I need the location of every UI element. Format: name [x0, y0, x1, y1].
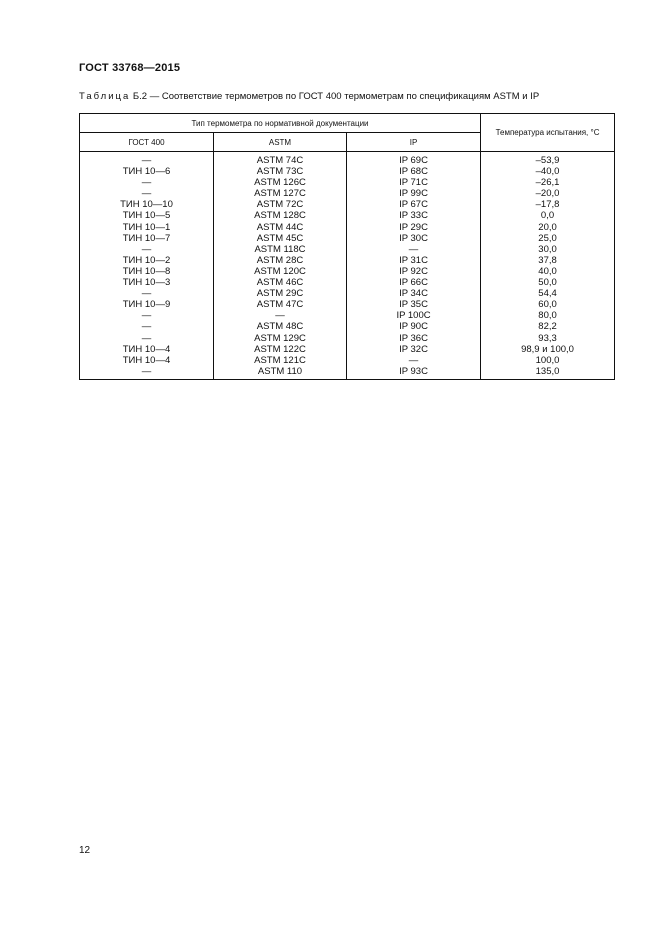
table-row	[80, 177, 615, 188]
cell-temperature: 60,0	[481, 299, 615, 310]
cell-astm: ASTM 74C	[214, 152, 347, 167]
cell-ip: IP 29C	[347, 222, 481, 233]
table-row	[80, 199, 615, 210]
cell-astm: ASTM 48C	[214, 321, 347, 332]
table-row	[80, 355, 615, 366]
table-row	[80, 152, 615, 167]
cell-astm: ASTM 122C	[214, 344, 347, 355]
cell-temperature: 30,0	[481, 244, 615, 255]
cell-ip: IP 34C	[347, 288, 481, 299]
cell-gost: —	[80, 310, 214, 321]
cell-gost: —	[80, 321, 214, 332]
table-row	[80, 333, 615, 344]
table-row	[80, 188, 615, 199]
cell-ip: IP 67C	[347, 199, 481, 210]
caption-text: — Соответствие термометров по ГОСТ 400 термометрам по спецификациям ASTM и IP	[149, 91, 540, 102]
table-row	[80, 210, 615, 221]
cell-ip: IP 99C	[347, 188, 481, 199]
page-number: 12	[79, 845, 91, 856]
cell-ip: IP 35C	[347, 299, 481, 310]
cell-ip: —	[347, 244, 481, 255]
cell-ip: IP 36C	[347, 333, 481, 344]
column-header-ip: IP	[347, 133, 481, 152]
group-header: Тип термометра по нормативной документации	[80, 114, 481, 133]
table-row	[80, 299, 615, 310]
cell-astm: ASTM 72C	[214, 199, 347, 210]
cell-temperature: 37,8	[481, 255, 615, 266]
cell-ip: IP 93C	[347, 366, 481, 380]
cell-ip: IP 33C	[347, 210, 481, 221]
cell-temperature: –20,0	[481, 188, 615, 199]
cell-ip: IP 100C	[347, 310, 481, 321]
cell-gost: ТИН 10—6	[80, 166, 214, 177]
cell-gost: ТИН 10—7	[80, 233, 214, 244]
cell-ip: IP 68C	[347, 166, 481, 177]
cell-ip: IP 69C	[347, 152, 481, 167]
cell-ip: IP 66C	[347, 277, 481, 288]
cell-gost: ТИН 10—1	[80, 222, 214, 233]
table-row	[80, 233, 615, 244]
cell-astm: ASTM 73C	[214, 166, 347, 177]
cell-temperature: –53,9	[481, 152, 615, 167]
cell-gost: —	[80, 366, 214, 380]
cell-temperature: 93,3	[481, 333, 615, 344]
cell-ip: IP 90C	[347, 321, 481, 332]
cell-astm: ASTM 44C	[214, 222, 347, 233]
cell-temperature: 100,0	[481, 355, 615, 366]
cell-temperature: –40,0	[481, 166, 615, 177]
cell-gost: —	[80, 177, 214, 188]
cell-temperature: –26,1	[481, 177, 615, 188]
cell-gost: ТИН 10—4	[80, 355, 214, 366]
cell-astm: ASTM 126C	[214, 177, 347, 188]
cell-ip: IP 71C	[347, 177, 481, 188]
cell-astm: ASTM 128C	[214, 210, 347, 221]
cell-gost: —	[80, 333, 214, 344]
cell-gost: ТИН 10—2	[80, 255, 214, 266]
cell-astm: ASTM 46C	[214, 277, 347, 288]
cell-temperature: 135,0	[481, 366, 615, 380]
table-row	[80, 244, 615, 255]
table-row	[80, 366, 615, 380]
cell-gost: ТИН 10—4	[80, 344, 214, 355]
cell-temperature: 98,9 и 100,0	[481, 344, 615, 355]
cell-temperature: 82,2	[481, 321, 615, 332]
cell-temperature: 0,0	[481, 210, 615, 221]
cell-gost: —	[80, 288, 214, 299]
cell-temperature: 25,0	[481, 233, 615, 244]
column-header-temperature: Температура испытания, °С	[481, 114, 615, 152]
cell-temperature: –17,8	[481, 199, 615, 210]
table-row	[80, 255, 615, 266]
caption-label: Таблица	[79, 91, 131, 102]
table-caption	[79, 91, 539, 102]
cell-gost: —	[80, 244, 214, 255]
table-row	[80, 288, 615, 299]
cell-astm: —	[214, 310, 347, 321]
table-body	[80, 152, 615, 380]
cell-astm: ASTM 110	[214, 366, 347, 380]
cell-astm: ASTM 47C	[214, 299, 347, 310]
cell-temperature: 50,0	[481, 277, 615, 288]
table-row	[80, 222, 615, 233]
cell-temperature: 40,0	[481, 266, 615, 277]
cell-temperature: 20,0	[481, 222, 615, 233]
cell-gost: —	[80, 188, 214, 199]
table-row	[80, 266, 615, 277]
cell-gost: ТИН 10—5	[80, 210, 214, 221]
cell-ip: —	[347, 355, 481, 366]
column-header-astm: ASTM	[214, 133, 347, 152]
table-row	[80, 321, 615, 332]
table-row	[80, 344, 615, 355]
caption-number: Б.2	[132, 91, 148, 102]
cell-ip: IP 92C	[347, 266, 481, 277]
table-row	[80, 310, 615, 321]
cell-astm: ASTM 28C	[214, 255, 347, 266]
cell-ip: IP 32C	[347, 344, 481, 355]
column-header-gost: ГОСТ 400	[80, 133, 214, 152]
cell-astm: ASTM 29C	[214, 288, 347, 299]
document-header: ГОСТ 33768—2015	[79, 62, 181, 74]
cell-astm: ASTM 127C	[214, 188, 347, 199]
table-row	[80, 166, 615, 177]
cell-gost: ТИН 10—9	[80, 299, 214, 310]
cell-astm: ASTM 45C	[214, 233, 347, 244]
cell-astm: ASTM 129C	[214, 333, 347, 344]
cell-ip: IP 31C	[347, 255, 481, 266]
cell-astm: ASTM 118C	[214, 244, 347, 255]
cell-gost: ТИН 10—10	[80, 199, 214, 210]
cell-gost: ТИН 10—3	[80, 277, 214, 288]
cell-ip: IP 30C	[347, 233, 481, 244]
cell-astm: ASTM 120C	[214, 266, 347, 277]
thermometer-table	[79, 113, 615, 380]
cell-gost: ТИН 10—8	[80, 266, 214, 277]
cell-temperature: 80,0	[481, 310, 615, 321]
cell-astm: ASTM 121C	[214, 355, 347, 366]
cell-temperature: 54,4	[481, 288, 615, 299]
table-row	[80, 277, 615, 288]
cell-gost: —	[80, 152, 214, 167]
